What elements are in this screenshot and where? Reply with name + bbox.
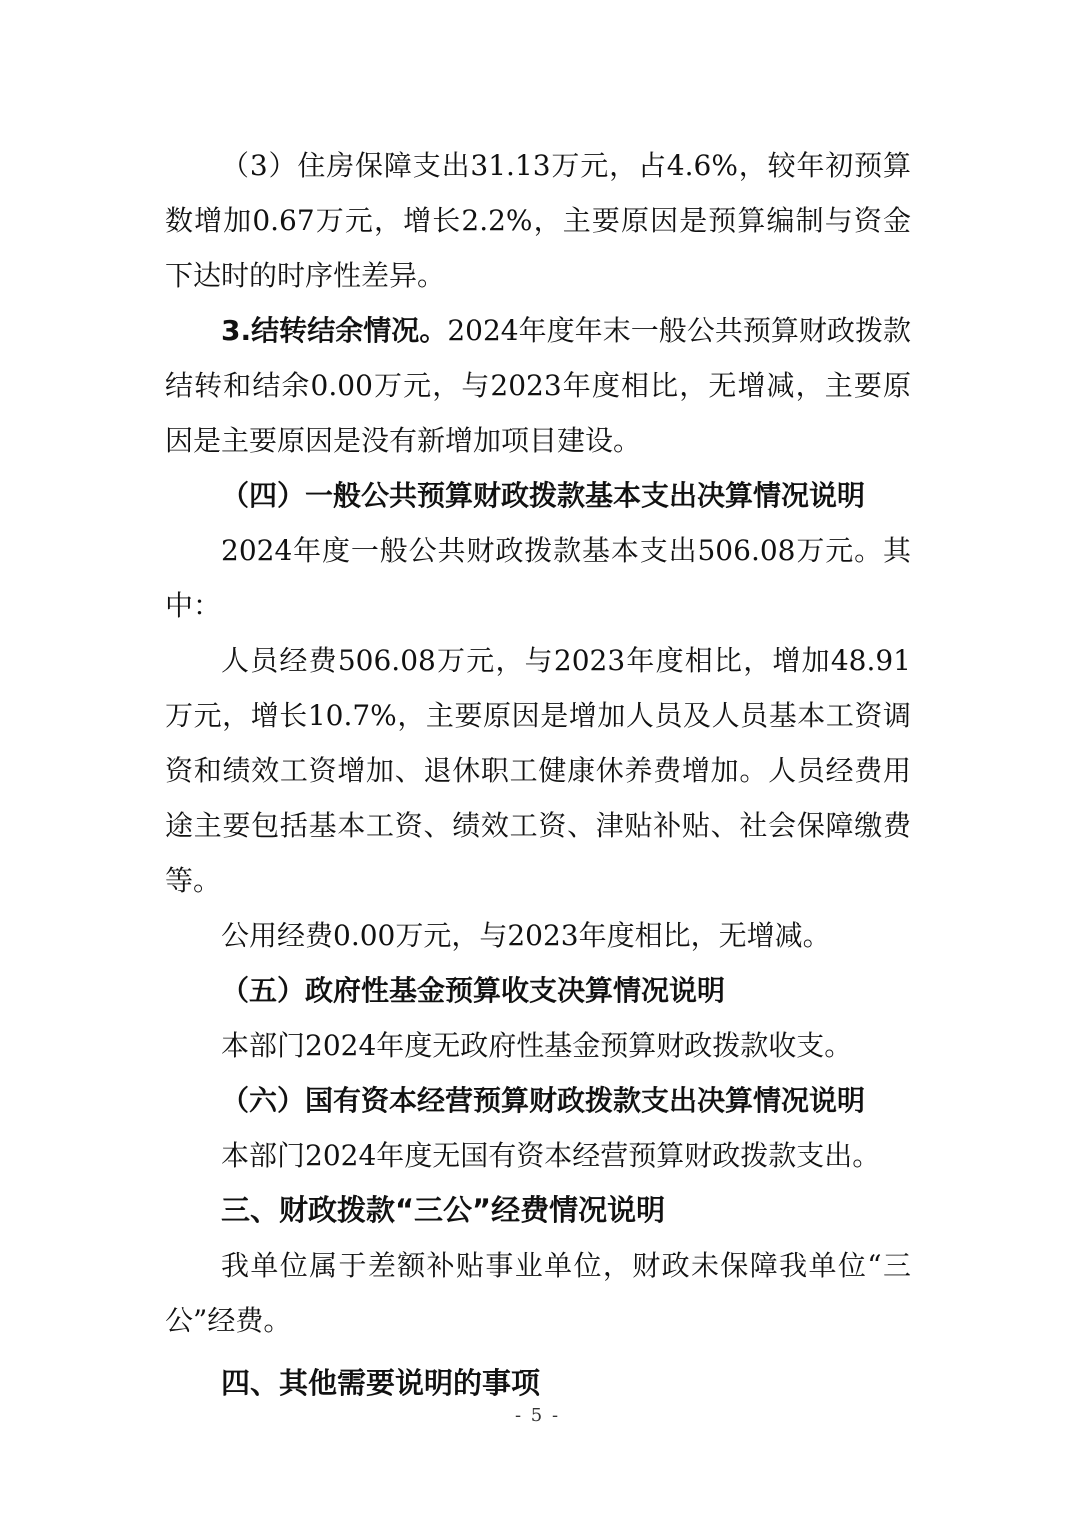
paragraph-housing-expense: （3）住房保障支出31.13万元，占4.6%，较年初预算数增加0.67万元，增长2.2%，主要原因是预算编制与资金下达时的时序性差异。	[165, 149, 911, 292]
heading-three-public-expenses: 三、财政拨款“三公”经费情况说明	[221, 1193, 666, 1227]
paragraph-basic-expenditure-total: 2024年度一般公共财政拨款基本支出506.08万元。其中：	[165, 534, 911, 622]
paragraph-state-capital: 本部门2024年度无国有资本经营预算财政拨款支出。	[221, 1139, 881, 1172]
spacer	[165, 1348, 911, 1356]
document-body	[165, 138, 911, 1411]
carryover-text: 2024年度年末一般公共预算财政拨款结转和结余0.00万元，与2023年度相比，无增减，主要原因是主要原因是没有新增加项目建设。	[165, 314, 911, 457]
heading-government-fund: （五）政府性基金预算收支决算情况说明	[221, 974, 726, 1007]
paragraph-three-public-expenses: 我单位属于差额补贴事业单位，财政未保障我单位“三公”经费。	[165, 1249, 911, 1337]
heading-other-matters: 四、其他需要说明的事项	[221, 1366, 541, 1400]
heading-basic-expenditure: （四）一般公共预算财政拨款基本支出决算情况说明	[221, 479, 866, 512]
paragraph-personnel-expense: 人员经费506.08万元，与2023年度相比，增加48.91万元，增长10.7%，主要原因是增加人员及人员基本工资调资和绩效工资增加、退休职工健康休养费增加。人员经费用途主要包括基本工资、绩效工资、津贴补贴、社会保障缴费等。	[165, 644, 911, 897]
page-number: - 5 -	[514, 1405, 561, 1426]
paragraph-public-expense: 公用经费0.00万元，与2023年度相比，无增减。	[221, 919, 831, 952]
paragraph-government-fund: 本部门2024年度无政府性基金预算财政拨款收支。	[221, 1029, 853, 1062]
paragraph-carryover-balance	[165, 303, 911, 468]
carryover-heading: 3.结转结余情况。	[221, 314, 448, 347]
heading-state-capital: （六）国有资本经营预算财政拨款支出决算情况说明	[221, 1084, 866, 1117]
